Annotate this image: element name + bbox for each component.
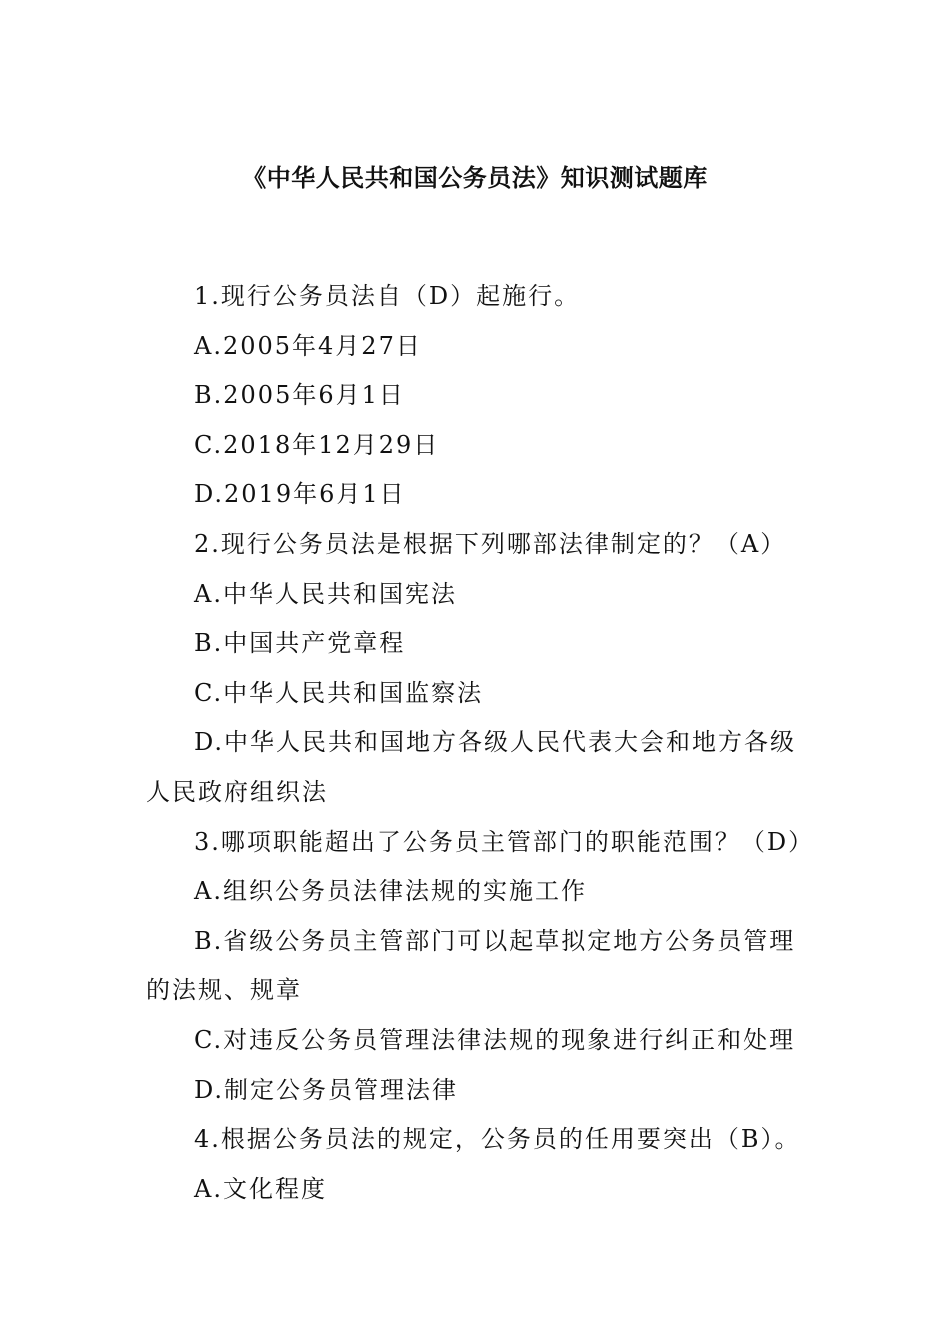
- option-a: A.中华人民共和国宪法: [194, 579, 457, 608]
- question-3: [146, 818, 815, 1116]
- question-4: [146, 1115, 810, 1214]
- question-stem: 3.哪项职能超出了公务员主管部门的职能范围？（D）: [194, 827, 815, 856]
- option-c: C.2018年12月29日: [194, 430, 440, 459]
- option-a: A.组织公务员法律法规的实施工作: [194, 877, 587, 906]
- question-2: [146, 520, 810, 818]
- question-stem: 2.现行公务员法是根据下列哪部法律制定的？（A）: [194, 529, 787, 558]
- option-b: B.省级公务员主管部门可以起草拟定地方公务员管理的法规、规章: [146, 926, 796, 1005]
- question-list: [146, 272, 815, 1214]
- option-b: B.中国共产党章程: [194, 629, 406, 658]
- question-stem: 4.根据公务员法的规定，公务员的任用要突出（B）。: [194, 1125, 801, 1154]
- option-d: D.中华人民共和国地方各级人民代表大会和地方各级人民政府组织法: [146, 728, 797, 806]
- document-title: 《中华人民共和国公务员法》知识测试题库: [242, 163, 708, 192]
- option-d: D.2019年6月1日: [194, 480, 406, 509]
- question-1: [146, 272, 810, 520]
- option-c: C.中华人民共和国监察法: [194, 678, 484, 707]
- option-a: A.2005年4月27日: [194, 331, 422, 360]
- option-c: C.对违反公务员管理法律法规的现象进行纠正和处理: [194, 1025, 796, 1054]
- option-b: B.2005年6月1日: [194, 381, 405, 410]
- option-d: D.制定公务员管理法律: [194, 1075, 459, 1104]
- option-a: A.文化程度: [194, 1174, 327, 1203]
- question-stem: 1.现行公务员法自（D）起施行。: [194, 282, 581, 310]
